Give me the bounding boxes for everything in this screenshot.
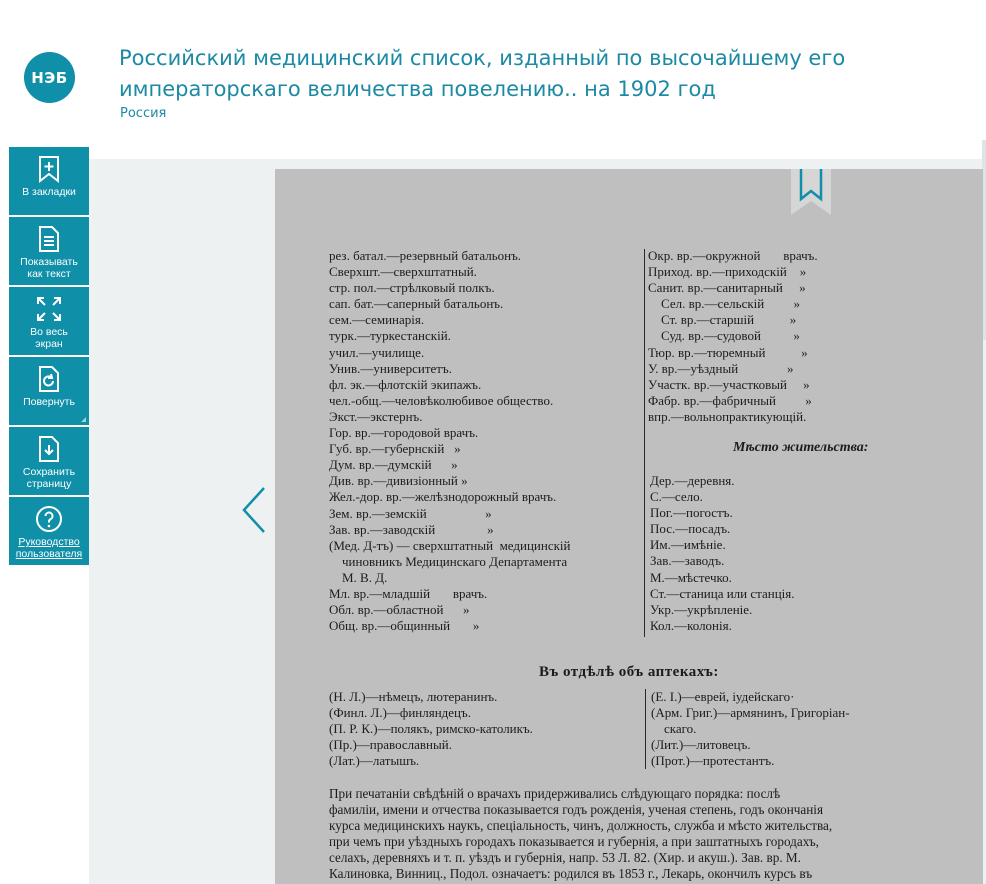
abbreviation-line: Суд. вр.—судовой » (648, 328, 800, 344)
rotate-icon (9, 365, 89, 393)
document-title-line1: Российский медицинский список, изданный по высочайшему его (119, 46, 846, 70)
residence-line: М.—мѣстечко. (650, 569, 732, 585)
abbreviation-line: Фабр. вр.—фабричный » (648, 392, 812, 408)
pharmacy-line: (Финл. Л.)—финляндецъ. (329, 705, 471, 721)
abbreviation-line: Сел. вр.—сельскій » (648, 296, 800, 312)
save-page-icon (9, 435, 89, 463)
side-toolbar (9, 147, 89, 567)
abbreviation-line: Дум. вр.—думскій » (329, 457, 458, 473)
residence-line: Дер.—деревня. (650, 473, 735, 488)
pharmacy-line: (Прот.)—протестантъ. (651, 753, 775, 769)
pharmacy-line: (Арм. Григ.)—армянинъ, Григоріан- (651, 705, 850, 721)
abbreviation-line: Обл. вр.—областной » (329, 602, 470, 618)
abbreviation-line: стр. пол.—стрѣлковый полкъ. (329, 280, 495, 296)
document-title (119, 43, 939, 105)
fullscreen-button[interactable] (9, 287, 89, 355)
abbreviation-line: впр.—вольнопрактикующій. (648, 408, 807, 424)
residence-line: Кол.—колонія. (650, 617, 732, 633)
pharmacy-line: скаго. (651, 721, 697, 737)
abbreviation-line: турк.—туркестанскій. (329, 328, 451, 344)
residence-line: Пос.—посадъ. (650, 521, 731, 537)
header (0, 0, 986, 158)
residence-line: Пог.—погостъ. (650, 505, 733, 521)
column-divider (644, 249, 645, 637)
paragraph-line: при чемъ при уѣздныхъ городахъ показывается и губернія, а при заштатныхъ городахъ, (329, 834, 819, 850)
save-page-label: Сохранить страницу (22, 466, 76, 490)
pharmacy-line: (Лат.)—латышъ. (329, 753, 420, 769)
abbreviation-line: М. В. Д. (329, 569, 388, 585)
abbreviation-line: рез. батал.—резервный батальонъ. (329, 248, 522, 263)
chevron-left-icon (240, 486, 270, 534)
document-text-icon (9, 225, 89, 253)
pharmacy-right-column (651, 689, 850, 769)
pharmacy-line: (П. Р. К.)—полякъ, римско-католикъ. (329, 721, 533, 737)
fullscreen-icon (9, 295, 89, 323)
paragraph-line: При печатаніи свѣдѣній о врачахъ придерживались слѣдующаго порядка: послѣ (329, 786, 781, 801)
paragraph-line: фамиліи, имени и отчества показывается годъ рожденія, ученая степень, годъ окончанія (329, 802, 824, 818)
abbreviation-line: чиновникъ Медицинскаго Департамента (329, 553, 568, 569)
abbreviation-line: Сверхшт.—сверхштатный. (329, 264, 477, 280)
paragraph-line: курса медицинскихъ наукъ, спеціальность, чинъ, должность, служба и мѣсто жительства, (329, 818, 833, 834)
abbreviation-line: Санит. вр.—санитарный » (648, 280, 806, 296)
residence-line: Им.—имѣніе. (650, 537, 726, 553)
user-guide-label[interactable]: Руководство пользователя (15, 536, 83, 560)
paragraph-line: селахъ, деревняхъ и т. п. уѣздъ и губернія, напр. 53 Л. 82. (Хир. и акуш.). Зав. вр. М. (329, 850, 801, 866)
previous-page-arrow[interactable] (240, 486, 270, 534)
show-as-text-label: Показывать как текст (20, 256, 78, 280)
neb-logo[interactable]: НЭБ (24, 52, 75, 103)
residence-line: Укр.—укрѣпленіе. (650, 601, 753, 617)
abbreviation-line: Див. вр.—дивизіонный » (329, 473, 468, 489)
abbreviation-line: Зав. вр.—заводскій » (329, 521, 494, 537)
residence-line: Зав.—заводъ. (650, 553, 725, 569)
abbreviation-line: Унив.—университетъ. (329, 360, 452, 376)
abbreviation-line: сем.—семинарія. (329, 312, 425, 328)
residence-line: С.—село. (650, 489, 703, 505)
document-subtitle: Россия (120, 106, 167, 121)
bookmark-add-icon (9, 155, 89, 183)
abbreviation-line: Мл. вр.—младшій врачъ. (329, 585, 488, 601)
show-as-text-button[interactable] (9, 217, 89, 285)
residence-column (650, 473, 795, 634)
pharmacy-column-divider (645, 689, 646, 769)
abbreviation-line: Гор. вр.—городовой врачъ. (329, 425, 479, 441)
abbreviation-line: Окр. вр.—окружной врачъ. (648, 248, 818, 263)
abbreviation-line: У. вр.—уѣздный » (648, 360, 794, 376)
residence-heading: Мѣсто жительства: (733, 440, 869, 455)
abbreviation-line: Участк. вр.—участковый » (648, 376, 810, 392)
abbreviation-line: учил.—училище. (329, 344, 425, 360)
abbreviation-line: Зем. вр.—земскій » (329, 505, 492, 521)
abbreviations-right-column (648, 248, 818, 425)
abbreviation-line: (Мед. Д-тъ) — сверхштатный медицинскій (329, 537, 571, 553)
abbreviations-left-column (329, 248, 571, 634)
pharmacy-line: (Е. І.)—еврей, іудейскаго· (651, 689, 795, 704)
abbreviation-line: Приход. вр.—приходскій » (648, 264, 807, 280)
rotate-label: Повернуть (23, 396, 75, 408)
add-bookmark-button[interactable] (9, 147, 89, 215)
abbreviation-line: сап. бат.—саперный батальонъ. (329, 296, 504, 312)
pharmacy-line: (Лит.)—литовецъ. (651, 737, 751, 753)
add-bookmark-label: В закладки (22, 186, 76, 198)
paragraph-line: Калиновка, Винниц., Подол. означаетъ: родился въ 1853 г., Лекарь, окончилъ курсъ въ (329, 866, 813, 882)
residence-line: Ст.—станица или станція. (650, 585, 795, 601)
abbreviation-line: Экст.—экстернъ. (329, 408, 423, 424)
rotate-button[interactable] (9, 357, 89, 425)
scanned-page (275, 169, 983, 884)
pharmacy-left-column (329, 689, 533, 769)
corner-indicator-icon (81, 417, 86, 422)
pharmacy-line: (Пр.)—православный. (329, 737, 452, 753)
help-icon (9, 505, 89, 533)
pharmacy-heading: Въ отдѣлѣ объ аптекахъ: (539, 664, 719, 680)
intro-paragraph (329, 786, 954, 883)
abbreviation-line: Ст. вр.—старшій » (648, 312, 797, 328)
bookmark-ribbon-icon[interactable] (791, 169, 831, 215)
abbreviation-line: Губ. вр.—губернскій » (329, 441, 461, 457)
fullscreen-label: Во весь экран (30, 326, 68, 350)
abbreviation-line: фл. эк.—флотскій экипажъ. (329, 376, 482, 392)
document-title-line2: императорскаго величества повелению.. на 1902 год (119, 77, 716, 101)
user-guide-button[interactable] (9, 497, 89, 565)
abbreviation-line: Жел.-дор. вр.—желѣзнодорожный врачъ. (329, 489, 557, 505)
pharmacy-line: (Н. Л.)—нѣмецъ, лютеранинъ. (329, 689, 498, 704)
abbreviation-line: чел.-общ.—человѣколюбивое общество. (329, 392, 554, 408)
abbreviation-line: Тюр. вр.—тюремный » (648, 344, 808, 360)
save-page-button[interactable] (9, 427, 89, 495)
abbreviation-line: Общ. вр.—общинный » (329, 618, 480, 634)
